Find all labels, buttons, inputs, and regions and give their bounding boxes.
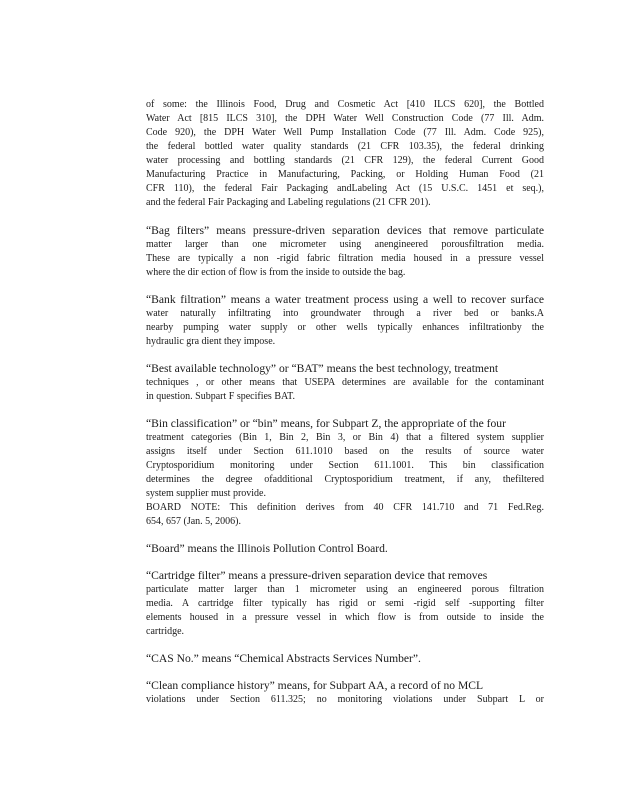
text-line: Code 920), the DPH Water Well Pump Installation Code (77 Ill. Adm. Code 925), bbox=[146, 127, 544, 138]
definition-bin-classification bbox=[146, 416, 544, 529]
definition-first-line bbox=[146, 568, 544, 583]
definition-bank-filtration bbox=[146, 292, 544, 349]
definition-cas-no bbox=[146, 651, 544, 666]
text-fragment: means, for Subpart AA, a record of no MCL bbox=[274, 679, 484, 692]
text-line: where the dir ection of flow is from the inside to outside the bag. bbox=[146, 267, 406, 278]
document-body bbox=[146, 98, 544, 719]
defined-term: “Cartridge filter” means a pressure bbox=[146, 569, 308, 582]
text-line: determines the degree ofadditional Cryptosporidium treatment, if any, thefiltered bbox=[146, 474, 544, 485]
text-line: treatment categories (Bin 1, Bin 2, Bin 3, or Bin 4) that a filtered system supplier bbox=[146, 432, 544, 443]
defined-term: “Clean compliance history” bbox=[146, 679, 275, 692]
defined-term: “Bag filters” means pressure bbox=[146, 224, 292, 237]
text-line: media. A cartridge filter typically has rigid or semi -rigid self -supporting filter bbox=[146, 598, 544, 609]
text-line: water processing and bottling standards (21 CFR 129), the federal Current Good bbox=[146, 155, 544, 166]
defined-term: “Bin classification” or “bin” means, for Subpart Z, the appropriate of the four bbox=[146, 417, 506, 430]
text-line: techniques , or other means that USEPA determines are available for the contaminant bbox=[146, 377, 544, 388]
definition-board bbox=[146, 541, 544, 556]
text-line: These are typically a non -rigid fabric filtration media housed in a pressure vessel bbox=[146, 253, 544, 264]
text-line: water naturally infiltrating into groundwater through a river bed or banks.A bbox=[146, 308, 544, 319]
text-line: particulate matter larger than 1 micrometer using an engineered porous filtration bbox=[146, 584, 544, 595]
text-line: violations under Section 611.325; no monitoring violations under Subpart L or bbox=[146, 694, 544, 705]
text-fragment: -driven separation devices that remove particulate bbox=[291, 224, 544, 237]
text-line: system supplier must provide. bbox=[146, 488, 266, 499]
text-line: cartridge. bbox=[146, 626, 185, 637]
defined-term: “CAS No.” means “Chemical Abstracts Services Number”. bbox=[146, 652, 421, 665]
text-line: assigns itself under Section 611.1010 based on the results of source water bbox=[146, 446, 544, 457]
text-line: hydraulic gra dient they impose. bbox=[146, 336, 276, 347]
text-line: and the federal Fair Packaging and Labeling regulations (21 CFR 201). bbox=[146, 197, 431, 208]
text-line: elements housed in a pressure vessel in which flow is from outside to inside the bbox=[146, 612, 544, 623]
text-fragment: -driven separation device that removes bbox=[307, 569, 488, 582]
defined-term: “Bank filtration” means a water treatment process using a well to recover surface bbox=[146, 293, 544, 306]
definition-cartridge-filter bbox=[146, 568, 544, 639]
paragraph-continuation bbox=[146, 98, 544, 210]
text-line: of some: the Illinois Food, Drug and Cosmetic Act [410 ILCS 620], the Bottled bbox=[146, 99, 544, 110]
board-note-line: BOARD NOTE: This definition derives from 40 CFR 141.710 and 71 Fed.Reg. bbox=[146, 502, 544, 513]
definition-bat bbox=[146, 361, 544, 404]
text-line: Water Act [815 ILCS 310], the DPH Water Well Construction Code (77 Ill. Adm. bbox=[146, 113, 544, 124]
defined-term: “Board” means the Illinois Pollution Control Board. bbox=[146, 542, 388, 555]
board-note-line: 654, 657 (Jan. 5, 2006). bbox=[146, 516, 241, 527]
definition-first-line bbox=[146, 678, 544, 693]
text-line: matter larger than one micrometer using anengineered porousfiltration media. bbox=[146, 239, 544, 250]
text-line: nearby pumping water supply or other wells typically enhances infiltrationby the bbox=[146, 322, 544, 333]
text-line: the federal bottled water quality standards (21 CFR 103.35), the federal drinking bbox=[146, 141, 544, 152]
text-line: Cryptosporidium monitoring under Section 611.1001. This bin classification bbox=[146, 460, 544, 471]
text-line: Manufacturing Practice in Manufacturing, Packing, or Holding Human Food (21 bbox=[146, 169, 544, 180]
definition-first-line bbox=[146, 223, 544, 238]
text-line: in question. Subpart F specifies BAT. bbox=[146, 391, 295, 402]
text-line: CFR 110), the federal Fair Packaging andLabeling Act (15 U.S.C. 1451 et seq.), bbox=[146, 183, 544, 194]
defined-term: “Best available technology” or “BAT” means the best technology, treatment bbox=[146, 362, 499, 375]
definition-clean-compliance-history bbox=[146, 678, 544, 707]
definition-bag-filters bbox=[146, 223, 544, 280]
